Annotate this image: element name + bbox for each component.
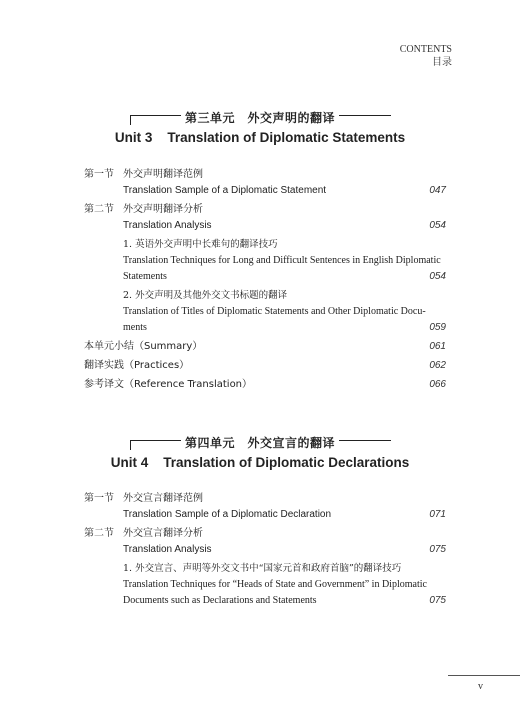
section-title-cn: 外交宣言翻译分析 [123,528,203,539]
subsection-title-en: Translation Techniques for Long and Difficult Sentences in English Diplomatic [123,255,441,266]
unit-4-heading [0,431,520,485]
subsection-title-en: Translation of Titles of Diplomatic Statements and Other Diplomatic Docu- [123,306,426,317]
subsection-title-cn: 2. 外交声明及其他外交文书标题的翻译 [123,290,288,301]
section-title-en: Translation Analysis [123,544,212,555]
page-number: 047 [429,185,446,196]
running-head-en: CONTENTS [399,44,452,55]
unit-3-heading [0,106,520,160]
practices-entry: 翻译实践（Practices） [84,360,190,371]
subsection-title-en-cont: ments [123,322,147,333]
page-number: 071 [429,509,446,520]
unit-3-title-cn: 第三单元 外交声明的翻译 [181,111,339,125]
reference-translation-entry: 参考译文（Reference Translation） [84,379,253,390]
section-title-cn: 外交声明翻译分析 [123,204,203,215]
section-title-en: Translation Analysis [123,220,212,231]
section-label: 第一节 [84,493,114,504]
footer-rule [448,675,520,676]
section-title-en: Translation Sample of a Diplomatic Statement [123,185,327,196]
subsection-title-en-cont: Statements [123,271,167,282]
section-title-cn: 外交宣言翻译范例 [123,493,203,504]
unit-3-title-en: Unit 3 Translation of Diplomatic Statements [111,130,409,145]
page-number: 054 [429,220,446,231]
subsection-title-cn: 1. 英语外交声明中长难句的翻译技巧 [123,239,278,250]
page-number: 054 [429,271,446,282]
subsection-title-cn: 1. 外交宣言、声明等外交文书中“国家元首和政府首脑”的翻译技巧 [123,563,402,574]
unit-4-title-cn: 第四单元 外交宣言的翻译 [181,436,339,450]
subsection-title-en: Translation Techniques for “Heads of State and Government” in Diplomatic [123,579,427,590]
page-number: 075 [429,595,446,606]
page-number: 066 [429,379,446,390]
page-number: 062 [429,360,446,371]
page-number: 061 [429,341,446,352]
footer-page-number: v [478,681,483,692]
summary-entry: 本单元小结（Summary） [84,341,203,352]
section-label: 第一节 [84,169,114,180]
page-number: 075 [429,544,446,555]
section-label: 第二节 [84,204,114,215]
section-title-cn: 外交声明翻译范例 [123,169,203,180]
section-label: 第二节 [84,528,114,539]
unit-4-title-en: Unit 4 Translation of Diplomatic Declarations [107,455,414,470]
page-number: 059 [429,322,446,333]
running-head [400,43,452,69]
subsection-title-en-cont: Documents such as Declarations and Statements [123,595,317,606]
section-title-en: Translation Sample of a Diplomatic Declaration [123,509,332,520]
running-head-cn: 目录 [432,57,452,68]
